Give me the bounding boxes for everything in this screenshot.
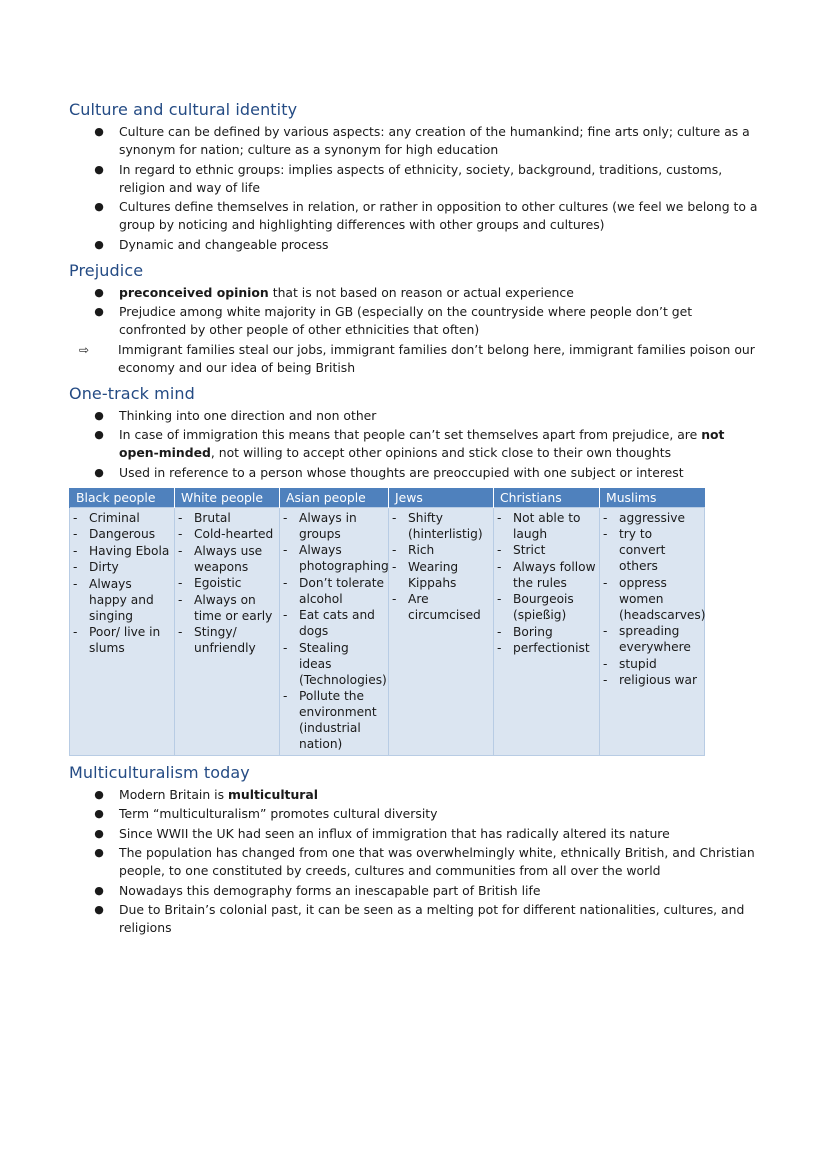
bullet-icon: ● [94,787,104,801]
list-item [69,123,759,159]
dash-icon: - [73,510,78,525]
dash-icon: - [497,510,502,525]
table-header-cell: Muslims [600,488,705,508]
list-item [175,624,276,656]
list-item-text: oppress women (headscarves) [619,575,706,622]
list-item-text: try to convert others [619,527,666,573]
dash-icon: - [73,543,78,558]
dash-icon: - [497,592,502,606]
dash-icon: - [73,576,78,591]
dash-icon: - [73,527,78,541]
bullet-icon: ● [94,408,104,422]
dash-icon: - [603,510,608,525]
bold-term: preconceived opinion [119,284,269,300]
bullet-icon: ● [94,883,104,897]
list-item [70,576,171,624]
list-item [70,543,171,559]
dash-icon: - [178,592,183,607]
list-item [70,559,171,575]
list-item [69,844,759,880]
bullet-icon: ● [94,162,104,176]
list-item [69,464,759,482]
list-item-text: Cultures define themselves in relation, or rather in opposition to other cultures (we feel we belong to a group by noticing and highlighting differences with other groups and cultures) [119,199,758,232]
bullet-icon: ● [94,285,104,299]
one-track-list [69,407,759,482]
list-item [69,236,759,254]
list-item [389,559,490,591]
list-item-text: Pollute the environment (industrial nation) [299,689,377,751]
table-row [70,507,705,755]
list-item-text: Culture can be defined by various aspects: any creation of the humankind; fine arts only; culture as a synonym for nation; culture as a synonym for high education [119,124,750,157]
list-item-text: Used in reference to a person whose thoughts are preoccupied with one subject or interest [119,464,684,480]
list-item [389,591,490,623]
bullet-icon: ● [94,237,104,251]
list-item [494,559,596,591]
list-item [494,542,596,558]
list-item-text: Stealing ideas (Technologies) [299,640,387,687]
list-item [69,901,759,937]
dash-icon: - [603,656,608,671]
list-item-text: Eat cats and dogs [299,608,375,638]
list-item [175,575,276,591]
list-item [494,640,596,656]
list-item-text: The population has changed from one that was overwhelmingly white, ethnically British, and Christian people, to one constituted by creeds, cultures and communities from all over the world [119,845,755,878]
cell-list [389,510,490,624]
list-item-text: Dynamic and changeable process [119,236,329,252]
list-item-text: Shifty (hinterlistig) [408,510,483,541]
dash-icon: - [283,510,288,525]
list-item [69,284,759,302]
list-item [600,526,701,574]
list-item-text: Cold-hearted [194,527,274,541]
list-item-text: Always follow the rules [513,559,596,590]
list-item [175,526,276,542]
list-item [600,656,701,672]
list-item-text: Rich [408,543,435,557]
table-header-cell: Jews [389,488,494,508]
list-item [494,510,596,542]
list-item-text: Nowadays this demography forms an inescapable part of British life [119,882,541,898]
list-item-text: religious war [619,673,697,687]
cell-list [280,510,389,753]
list-item [600,672,701,688]
prejudice-list [69,284,759,377]
list-item-text: Egoistic [194,576,242,590]
list-item [389,542,490,558]
list-item [175,592,276,624]
list-item-text: stupid [619,656,657,671]
bullet-icon: ● [94,305,104,318]
list-item-text: Prejudice among white majority in GB (especially on the countryside where people don’t get confronted by other people of other ethnicities that often) [119,304,693,337]
table-header-cell: White people [175,488,280,508]
cell-list [70,510,171,657]
dash-icon: - [497,624,502,639]
table-header-cell: Christians [494,488,600,508]
list-item-text: Thinking into one direction and non other [119,407,377,423]
list-item-text: Dangerous [89,527,156,541]
list-item [70,510,171,526]
list-item-text: Boring [513,624,553,639]
dash-icon: - [603,624,608,638]
list-item-text: Always happy and singing [89,576,154,623]
dash-icon: - [497,559,502,574]
heading-culture: Culture and cultural identity [69,100,298,119]
table-cell [389,507,494,755]
list-item [69,303,759,339]
document-content [69,99,759,943]
list-item-text: In case of immigration this means that people can’t set themselves apart from prejudice, are [119,427,702,442]
list-item-text: Wearing Kippahs [408,559,459,590]
list-item [69,161,759,197]
list-item-text: Always on time or early [194,592,273,623]
list-item-text: Since WWII the UK had seen an influx of immigration that has radically altered its nature [119,825,670,841]
dash-icon: - [178,527,183,541]
dash-icon: - [283,608,288,622]
list-item-text: Due to Britain’s colonial past, it can be seen as a melting pot for different nationalities, cultures, and religions [119,902,745,935]
list-item [280,542,389,574]
list-item [69,198,759,234]
stereotypes-table [69,488,705,756]
list-item-text: Always use weapons [194,543,263,574]
list-item-arrow [69,341,759,377]
dash-icon: - [73,560,78,574]
bullet-icon: ● [94,807,104,820]
list-item [175,543,276,575]
table-cell [600,507,705,755]
dash-icon: - [497,641,502,655]
cell-list [494,510,596,657]
bullet-icon: ● [94,428,104,441]
list-item [69,407,759,425]
dash-icon: - [603,575,608,590]
list-item [69,426,759,462]
bullet-icon: ● [94,846,104,859]
list-item-text: Always in groups [299,510,357,541]
list-item [280,510,385,542]
list-item [69,882,759,900]
list-item [70,624,171,656]
cell-list [600,510,706,689]
table-cell [494,507,600,755]
list-item-text: Bourgeois (spießig) [513,592,574,622]
dash-icon: - [392,559,397,574]
list-item-text: , not willing to accept other opinions and stick close to their own thoughts [210,445,672,460]
bullet-icon: ● [94,200,104,213]
list-item-text: Immigrant families steal our jobs, immigrant families don’t belong here, immigrant families poison our economy and our idea of being British [118,341,755,375]
list-item [175,510,276,526]
bold-term: not open-minded [119,427,725,460]
list-item [69,805,759,823]
dash-icon: - [497,543,502,557]
table-header-cell: Asian people [280,488,389,508]
list-item [389,510,490,542]
list-item [280,607,385,639]
dash-icon: - [283,640,288,655]
multiculturalism-list [69,786,759,938]
dash-icon: - [178,576,183,590]
list-item [280,688,385,752]
list-item [280,640,385,688]
table-cell [70,507,175,755]
list-item [600,623,701,655]
arrow-right-icon: ⇨ [79,342,90,357]
list-item [70,526,171,542]
list-item-text: In regard to ethnic groups: implies aspects of ethnicity, society, background, traditions, customs, religion and way of life [119,161,723,195]
bullet-icon: ● [94,903,104,916]
heading-prejudice: Prejudice [69,260,144,280]
list-item [69,825,759,843]
list-item [280,575,385,607]
dash-icon: - [283,575,288,590]
list-item [69,786,759,804]
list-item-text: Don’t tolerate alcohol [299,575,384,606]
list-item-text: spreading everywhere [619,624,691,654]
bullet-icon: ● [94,125,104,138]
list-item [600,575,706,623]
table-header-row [70,488,705,508]
dash-icon: - [178,510,183,525]
list-item-text: Poor/ live in slums [89,625,161,655]
list-item-text: Not able to laugh [513,510,581,541]
list-item-text: Stingy/ unfriendly [194,625,256,655]
table-cell [175,507,280,755]
list-item-text: Always photographing [299,543,389,573]
bold-term: multicultural [228,786,319,802]
dash-icon: - [178,625,183,639]
list-item [494,591,596,623]
list-item-text: Strict [513,543,546,557]
list-item-text: Term “multiculturalism” promotes cultural diversity [119,806,438,821]
list-item-text: Modern Britain is [119,786,228,802]
dash-icon: - [603,527,608,541]
dash-icon: - [283,543,288,557]
bullet-icon: ● [94,465,104,479]
cell-list [175,510,276,657]
list-item-text: Brutal [194,510,231,525]
list-item-text: that is not based on reason or actual experience [268,284,574,300]
heading-one-track-mind: One-track mind [69,383,195,403]
list-item-text: aggressive [619,510,685,525]
list-item-text: Dirty [89,560,119,574]
list-item [494,624,596,640]
dash-icon: - [178,543,183,558]
dash-icon: - [283,689,288,703]
dash-icon: - [392,543,397,557]
bullet-icon: ● [94,826,104,840]
dash-icon: - [603,673,608,687]
table-cell [280,507,389,755]
list-item-text: Criminal [89,510,140,525]
list-item-text: Are circumcised [408,592,481,622]
list-item [600,510,701,526]
dash-icon: - [392,592,397,606]
list-item-text: perfectionist [513,641,590,655]
heading-multiculturalism: Multiculturalism today [69,762,250,782]
table-header-cell: Black people [70,488,175,508]
dash-icon: - [73,625,78,639]
dash-icon: - [392,510,397,525]
list-item-text: Having Ebola [89,543,170,558]
culture-list [69,123,759,254]
